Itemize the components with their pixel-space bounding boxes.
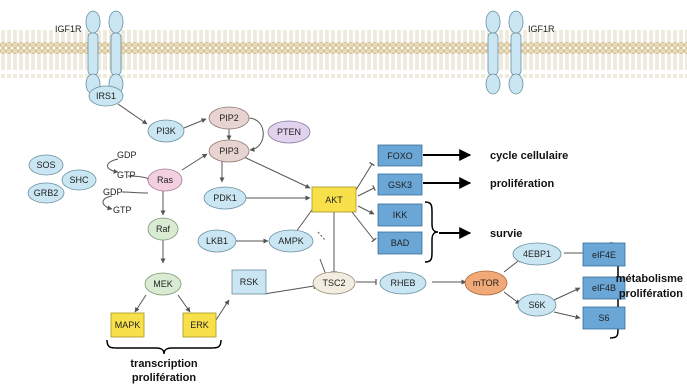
mek-node <box>145 273 181 295</box>
rheb-node <box>380 272 426 294</box>
erk-label: ERK <box>190 320 209 330</box>
raf-node <box>148 218 178 240</box>
ampk-node <box>269 230 313 252</box>
eif4e-label: eIF4E <box>591 250 617 260</box>
tsc2-label: TSC2 <box>322 278 346 288</box>
pip2-label: PIP2 <box>219 113 239 123</box>
outcome-survie-label: survie <box>490 228 523 240</box>
s6-label: S6 <box>598 313 610 323</box>
pip3-label: PIP3 <box>219 146 239 156</box>
eif4b-label: eIF4B <box>591 283 617 293</box>
pip3-node <box>209 140 249 162</box>
gdp-label-top: GDP <box>117 150 137 160</box>
mek-label: MEK <box>153 279 173 289</box>
shc-label: SHC <box>69 175 89 185</box>
mapk-label: MAPK <box>114 320 141 330</box>
pten-label: PTEN <box>276 127 302 137</box>
cell-membrane <box>0 30 687 78</box>
grb2-node <box>28 183 64 203</box>
pi3k-label: PI3K <box>156 126 176 136</box>
rheb-label: RHEB <box>390 278 416 288</box>
4ebp1-node <box>513 243 561 265</box>
shc-node <box>62 170 96 190</box>
akt-label: AKT <box>325 195 343 205</box>
akt-box <box>312 187 356 212</box>
irs1-node <box>89 86 123 106</box>
s6-box <box>583 307 625 329</box>
survie-brace <box>425 202 438 262</box>
pip2-node <box>209 107 249 129</box>
ras-node <box>148 169 182 191</box>
igf1r-label-right: IGF1R <box>528 24 555 34</box>
outcome-transcription-line1: transcription <box>130 358 198 370</box>
sos-label: SOS <box>36 160 56 170</box>
pdk1-node <box>204 187 246 209</box>
gsk3-label: GSK3 <box>387 180 413 190</box>
rsk-box <box>232 270 266 294</box>
tsc2-node <box>313 272 355 294</box>
gsk3-box <box>378 174 422 195</box>
outcome-arrows <box>423 155 470 233</box>
4ebp1-label: 4EBP1 <box>522 249 552 259</box>
gdp-gtp-cycles <box>103 159 152 209</box>
outcome-metabolism-line1: métabolisme <box>615 273 683 285</box>
outcome-metabolism-line2: prolifération <box>618 288 683 300</box>
outcome-proliferation-label: prolifération <box>490 178 555 190</box>
transcription-brace <box>107 340 221 354</box>
lkb1-node <box>198 230 236 252</box>
erk-box <box>183 313 216 337</box>
irs1-label: IRS1 <box>95 91 117 101</box>
bad-label: BAD <box>390 238 410 248</box>
eif4e-box <box>583 243 625 266</box>
mtor-node <box>465 271 507 295</box>
s6k-label: S6K <box>528 300 546 310</box>
gdp-label-bottom: GDP <box>103 187 123 197</box>
grb2-label: GRB2 <box>33 188 59 198</box>
gtp-label-bottom: GTP <box>113 205 132 215</box>
outcome-transcription-line2: prolifération <box>131 372 197 384</box>
ikk-label: IKK <box>392 210 408 220</box>
pten-node <box>268 121 310 143</box>
mapk-box <box>111 313 144 337</box>
ras-label: Ras <box>156 175 174 185</box>
rsk-label: RSK <box>239 277 259 287</box>
mtor-label: mTOR <box>472 278 500 288</box>
lkb1-label: LKB1 <box>205 236 229 246</box>
raf-label: Raf <box>155 224 171 234</box>
gtp-label-top: GTP <box>117 170 136 180</box>
ampk-label: AMPK <box>278 236 304 246</box>
outcome-cycle-label: cycle cellulaire <box>490 150 569 162</box>
pi3k-node <box>148 120 184 142</box>
foxo-label: FOXO <box>387 151 413 161</box>
igf1r-label-left: IGF1R <box>55 24 82 34</box>
pdk1-label: PDK1 <box>213 193 237 203</box>
ikk-box <box>378 204 422 226</box>
s6k-node <box>518 294 556 316</box>
bad-box <box>378 232 422 254</box>
foxo-box <box>378 145 422 166</box>
sos-node <box>29 155 63 175</box>
